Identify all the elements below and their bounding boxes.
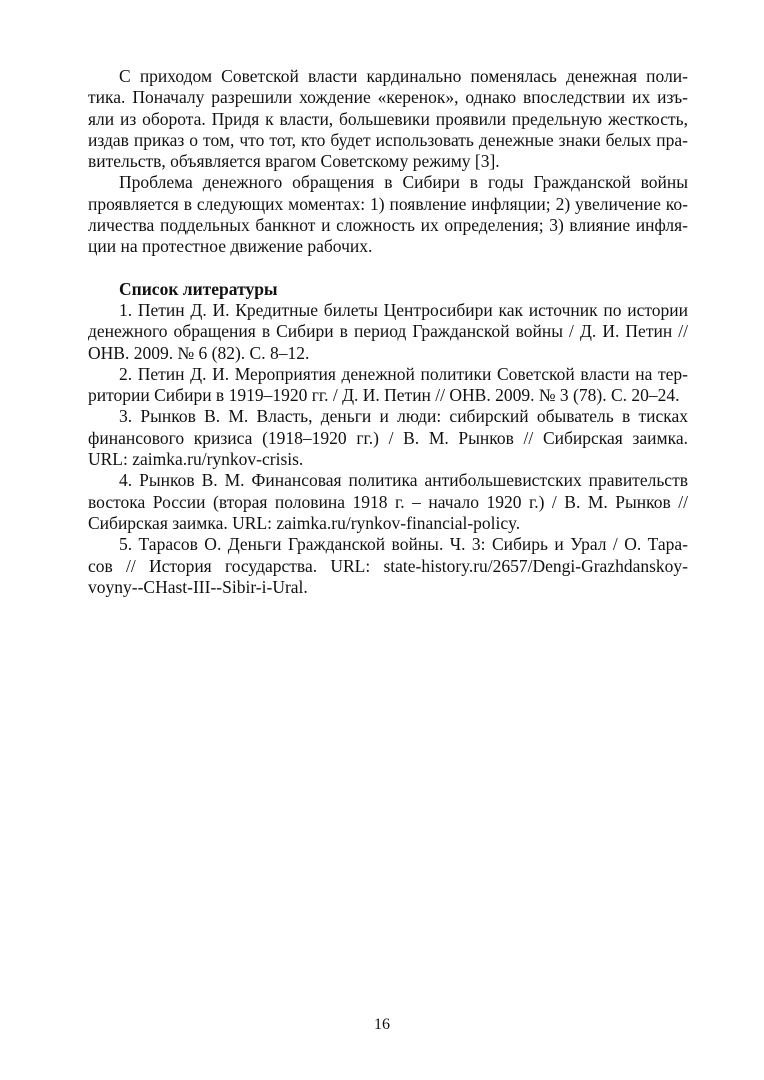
reference-line: ОНВ. 2009. № 6 (82). С. 8–12. xyxy=(88,342,310,363)
reference-line: востока России (вторая половина 1918 г. – начало 1920 г.) / В. М. Рынков // xyxy=(88,491,688,512)
reference-line: 4. Рынков В. М. Финансовая политика антибольшевистских правительств xyxy=(119,470,688,491)
paragraph-line: проявляется в следующих моментах: 1) появление инфляции; 2) увеличение ко- xyxy=(88,193,688,214)
reference-line: денежного обращения в Сибири в период Гражданской войны / Д. И. Петин // xyxy=(88,321,688,342)
reference-line: 2. Петин Д. И. Мероприятия денежной политики Советской власти на тер- xyxy=(119,363,688,384)
reference-line: 1. Петин Д. И. Кредитные билеты Центросибири как источник по истории xyxy=(119,299,688,320)
reference-line: 3. Рынков В. М. Власть, деньги и люди: сибирский обыватель в тисках xyxy=(119,406,688,427)
reference-line: URL: zaimka.ru/rynkov-crisis. xyxy=(88,449,304,470)
paragraph-line: яли из оборота. Придя к власти, большевики проявили предельную жесткость, xyxy=(88,108,688,129)
paragraph-2 xyxy=(88,172,688,257)
reference-line: сов // История государства. URL: state-history.ru/2657/Dengi-Grazhdanskoy- xyxy=(88,555,688,576)
paragraph-1 xyxy=(88,66,688,172)
page-number: 16 xyxy=(374,1016,390,1033)
reference-item-1 xyxy=(88,300,688,364)
paragraph-line: ции на протестное движение рабочих. xyxy=(88,236,373,257)
references-heading: Список литературы xyxy=(119,278,278,299)
reference-item-4 xyxy=(88,470,688,534)
paragraph-line: С приходом Советской власти кардинально поменялась денежная поли- xyxy=(119,66,688,86)
reference-line: 5. Тарасов О. Деньги Гражданской войны. Ч. 3: Сибирь и Урал / О. Тара- xyxy=(119,534,688,555)
reference-item-2 xyxy=(88,364,688,407)
paragraph-line: вительств, объявляется врагом Советскому режиму [3]. xyxy=(88,151,500,172)
paragraph-line: личества поддельных банкнот и сложность их определения; 3) влияние инфля- xyxy=(88,215,688,236)
page-body xyxy=(88,66,688,598)
paragraph-line: тика. Поначалу разрешили хождение «керенок», однако впоследствии их изъ- xyxy=(88,87,688,108)
paragraph-line: издав приказ о том, что тот, кто будет использовать денежные знаки белых пра- xyxy=(88,129,688,150)
paragraph-line: Проблема денежного обращения в Сибири в годы Гражданской войны xyxy=(119,172,688,193)
reference-line: ритории Сибири в 1919–1920 гг. / Д. И. Петин // ОНВ. 2009. № 3 (78). С. 20–24. xyxy=(88,385,680,406)
reference-item-5 xyxy=(88,534,688,598)
reference-line: финансового кризиса (1918–1920 гг.) / В. М. Рынков // Сибирская заимка. xyxy=(88,427,688,448)
reference-line: voyny--CHast-III--Sibir-i-Ural. xyxy=(88,576,308,597)
reference-line: Сибирская заимка. URL: zaimka.ru/rynkov-financial-policy. xyxy=(88,512,521,533)
reference-item-3 xyxy=(88,406,688,470)
